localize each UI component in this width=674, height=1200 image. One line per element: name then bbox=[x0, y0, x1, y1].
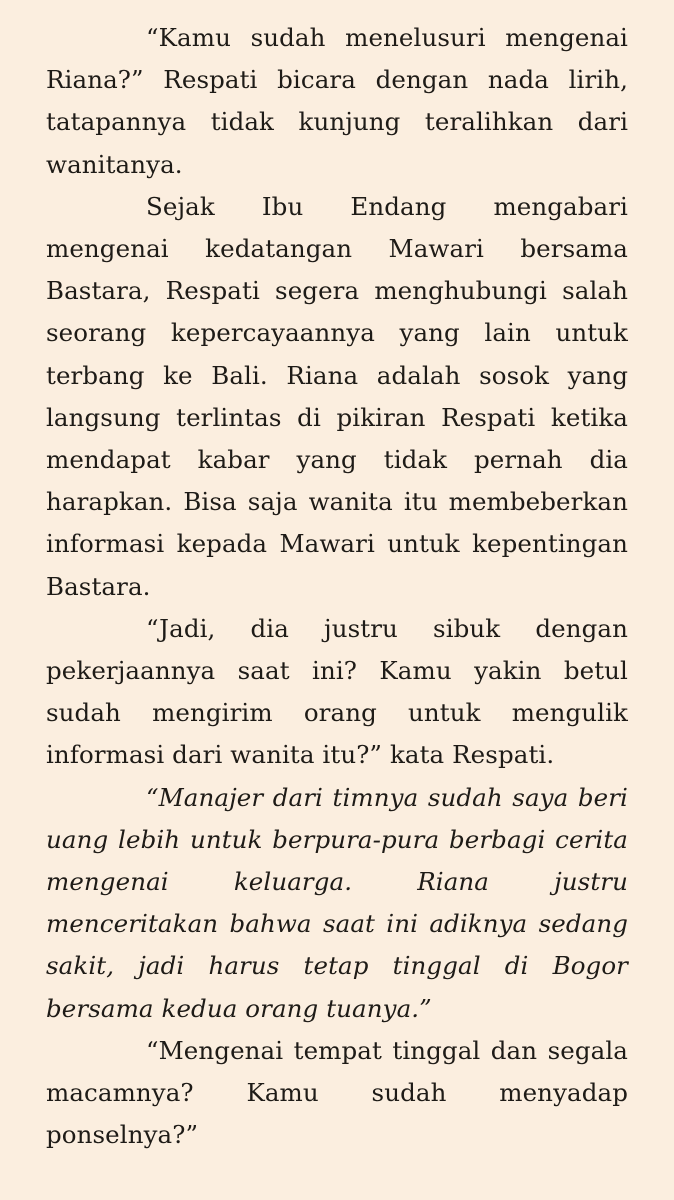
paragraph: “Mengenai tempat tinggal dan segala macamnya? Kamu sudah menyadap ponselnya?” bbox=[46, 1035, 628, 1150]
paragraph-italic: “Manajer dari timnya sudah saya beri uang lebih untuk berpura-pura berbagi cerita mengenai keluarga. Riana justru menceritakan bahwa saat ini adiknya sedang sakit, jadi harus tetap tinggal di Bogor bersama kedua orang tuanya.” bbox=[46, 782, 628, 1023]
paragraph: “Jadi, dia justru sibuk dengan pekerjaannya saat ini? Kamu yakin betul sudah mengirim orang untuk mengulik informasi dari wanita itu?” kata Respati. bbox=[46, 613, 628, 770]
paragraph: “Kamu sudah menelusuri mengenai Riana?” Respati bicara dengan nada lirih, tatapannya tidak kunjung teralihkan dari wanitanya. bbox=[46, 23, 628, 179]
paragraph: Sejak Ibu Endang mengabari mengenai kedatangan Mawari bersama Bastara, Respati segera menghubungi salah seorang kepercayaannya yang lain untuk terbang ke Bali. Riana adalah sosok yang langsung terlintas di pikiran Respati ketika mendapat kabar yang tidak pernah dia harapkan. Bisa saja wanita itu membeberkan informasi kepada Mawari untuk kepentingan Bastara. bbox=[46, 191, 628, 601]
story-text bbox=[46, 17, 628, 1156]
